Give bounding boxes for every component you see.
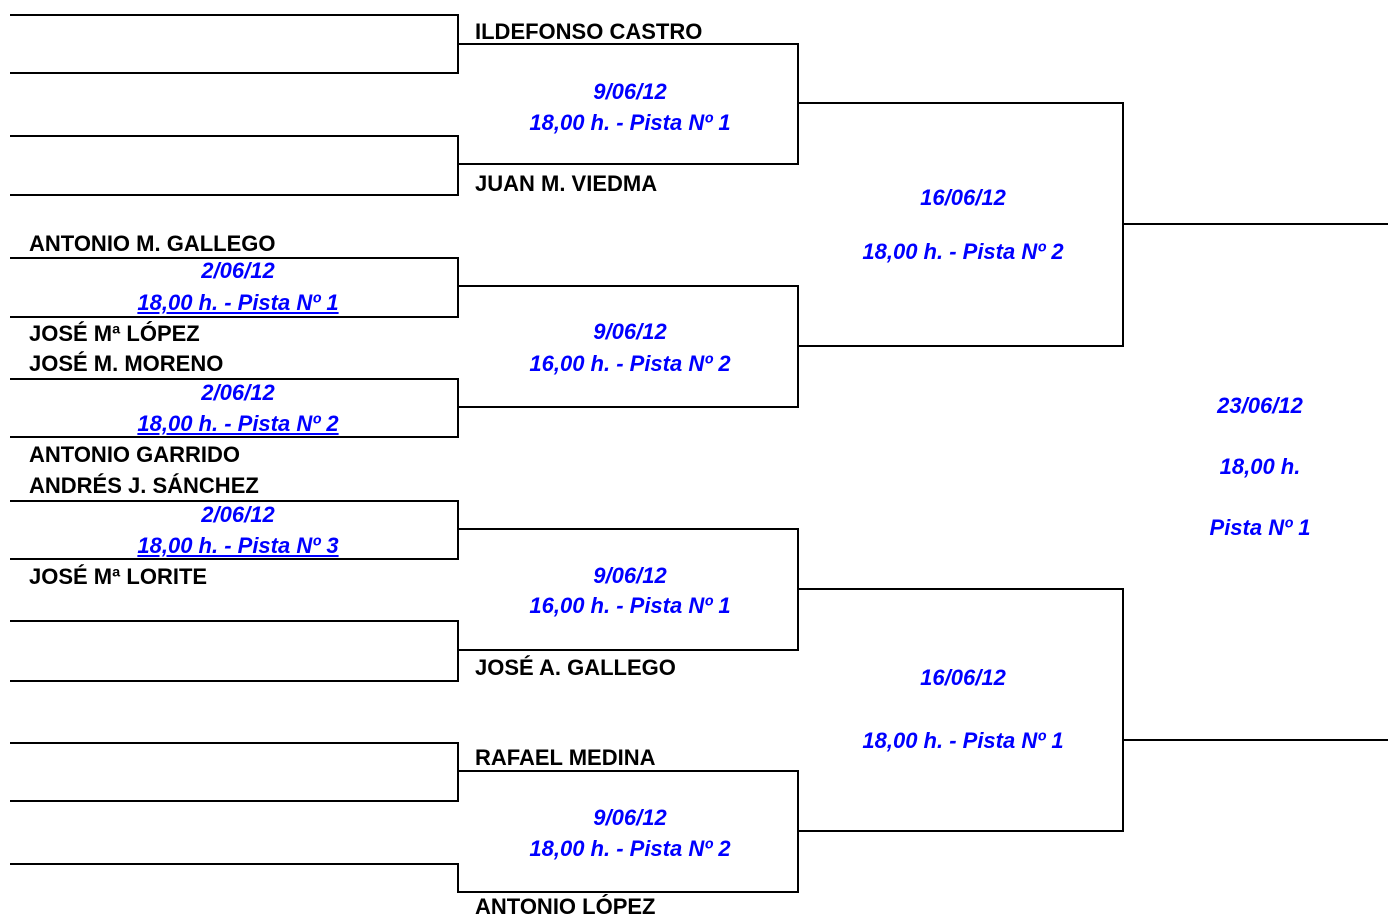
final-court: Pista Nº 1: [1209, 515, 1311, 540]
match-date: 16/06/12: [920, 665, 1006, 690]
match-time: 16,00 h. - Pista Nº 2: [529, 351, 731, 376]
bracket-line: [797, 588, 1124, 590]
player-name: ILDEFONSO CASTRO: [475, 19, 703, 44]
match-time: 18,00 h. - Pista Nº 2: [862, 239, 1064, 264]
bracket-line: [797, 43, 799, 165]
bracket-line: [457, 378, 459, 438]
match-date: 9/06/12: [593, 79, 667, 104]
bracket-line: [10, 72, 459, 74]
bracket-line: [457, 891, 799, 893]
bracket-line: [10, 194, 459, 196]
match-time: 18,00 h. - Pista Nº 1: [862, 728, 1064, 753]
bracket-line: [797, 102, 1124, 104]
bracket-line: [10, 680, 459, 682]
player-name: ANTONIO M. GALLEGO: [29, 231, 276, 256]
bracket-line: [457, 863, 459, 893]
bracket-line: [797, 345, 1124, 347]
bracket-line: [10, 135, 459, 137]
player-name: JUAN M. VIEDMA: [475, 171, 658, 196]
match-time: 18,00 h. - Pista Nº 1: [529, 110, 731, 135]
bracket-line: [457, 257, 459, 318]
match-date: 16/06/12: [920, 185, 1006, 210]
player-name: JOSÉ Mª LORITE: [29, 564, 208, 589]
bracket-line: [10, 436, 459, 438]
final-time: 18,00 h.: [1219, 454, 1301, 479]
bracket-line: [457, 163, 799, 165]
match-date: 9/06/12: [593, 805, 667, 830]
bracket-line: [797, 830, 1124, 832]
bracket-line: [457, 770, 799, 772]
match-date: 9/06/12: [593, 319, 667, 344]
bracket-line: [10, 558, 459, 560]
match-time: 18,00 h. - Pista Nº 1: [137, 290, 339, 315]
player-name: ANDRÉS J. SÁNCHEZ: [29, 473, 259, 498]
bracket-line: [1122, 223, 1388, 225]
match-date: 2/06/12: [201, 258, 275, 283]
bracket-line: [457, 406, 799, 408]
player-name: RAFAEL MEDINA: [475, 745, 656, 770]
match-date: 9/06/12: [593, 563, 667, 588]
bracket-line: [1122, 588, 1124, 832]
bracket-line: [10, 863, 459, 865]
bracket-line: [1122, 739, 1388, 741]
player-name: ANTONIO LÓPEZ: [475, 894, 656, 919]
player-name: JOSÉ A. GALLEGO: [475, 655, 676, 680]
bracket-line: [10, 742, 459, 744]
match-time: 16,00 h. - Pista Nº 1: [529, 593, 731, 618]
bracket-line: [457, 620, 459, 682]
bracket-line: [10, 800, 459, 802]
match-time: 18,00 h. - Pista Nº 2: [137, 411, 339, 436]
bracket-line: [10, 14, 459, 16]
bracket-line: [457, 285, 799, 287]
bracket-line: [457, 528, 799, 530]
bracket-line: [457, 500, 459, 560]
match-date: 2/06/12: [201, 380, 275, 405]
bracket-line: [10, 620, 459, 622]
match-time: 18,00 h. - Pista Nº 3: [137, 533, 339, 558]
match-date: 2/06/12: [201, 502, 275, 527]
match-time: 18,00 h. - Pista Nº 2: [529, 836, 731, 861]
player-name: JOSÉ Mª LÓPEZ: [29, 321, 200, 346]
bracket-line: [10, 316, 459, 318]
bracket-line: [457, 649, 799, 651]
bracket-line: [457, 742, 459, 802]
bracket-line: [457, 135, 459, 196]
player-name: ANTONIO GARRIDO: [29, 442, 241, 467]
final-date: 23/06/12: [1217, 393, 1303, 418]
player-name: JOSÉ M. MORENO: [29, 351, 224, 376]
